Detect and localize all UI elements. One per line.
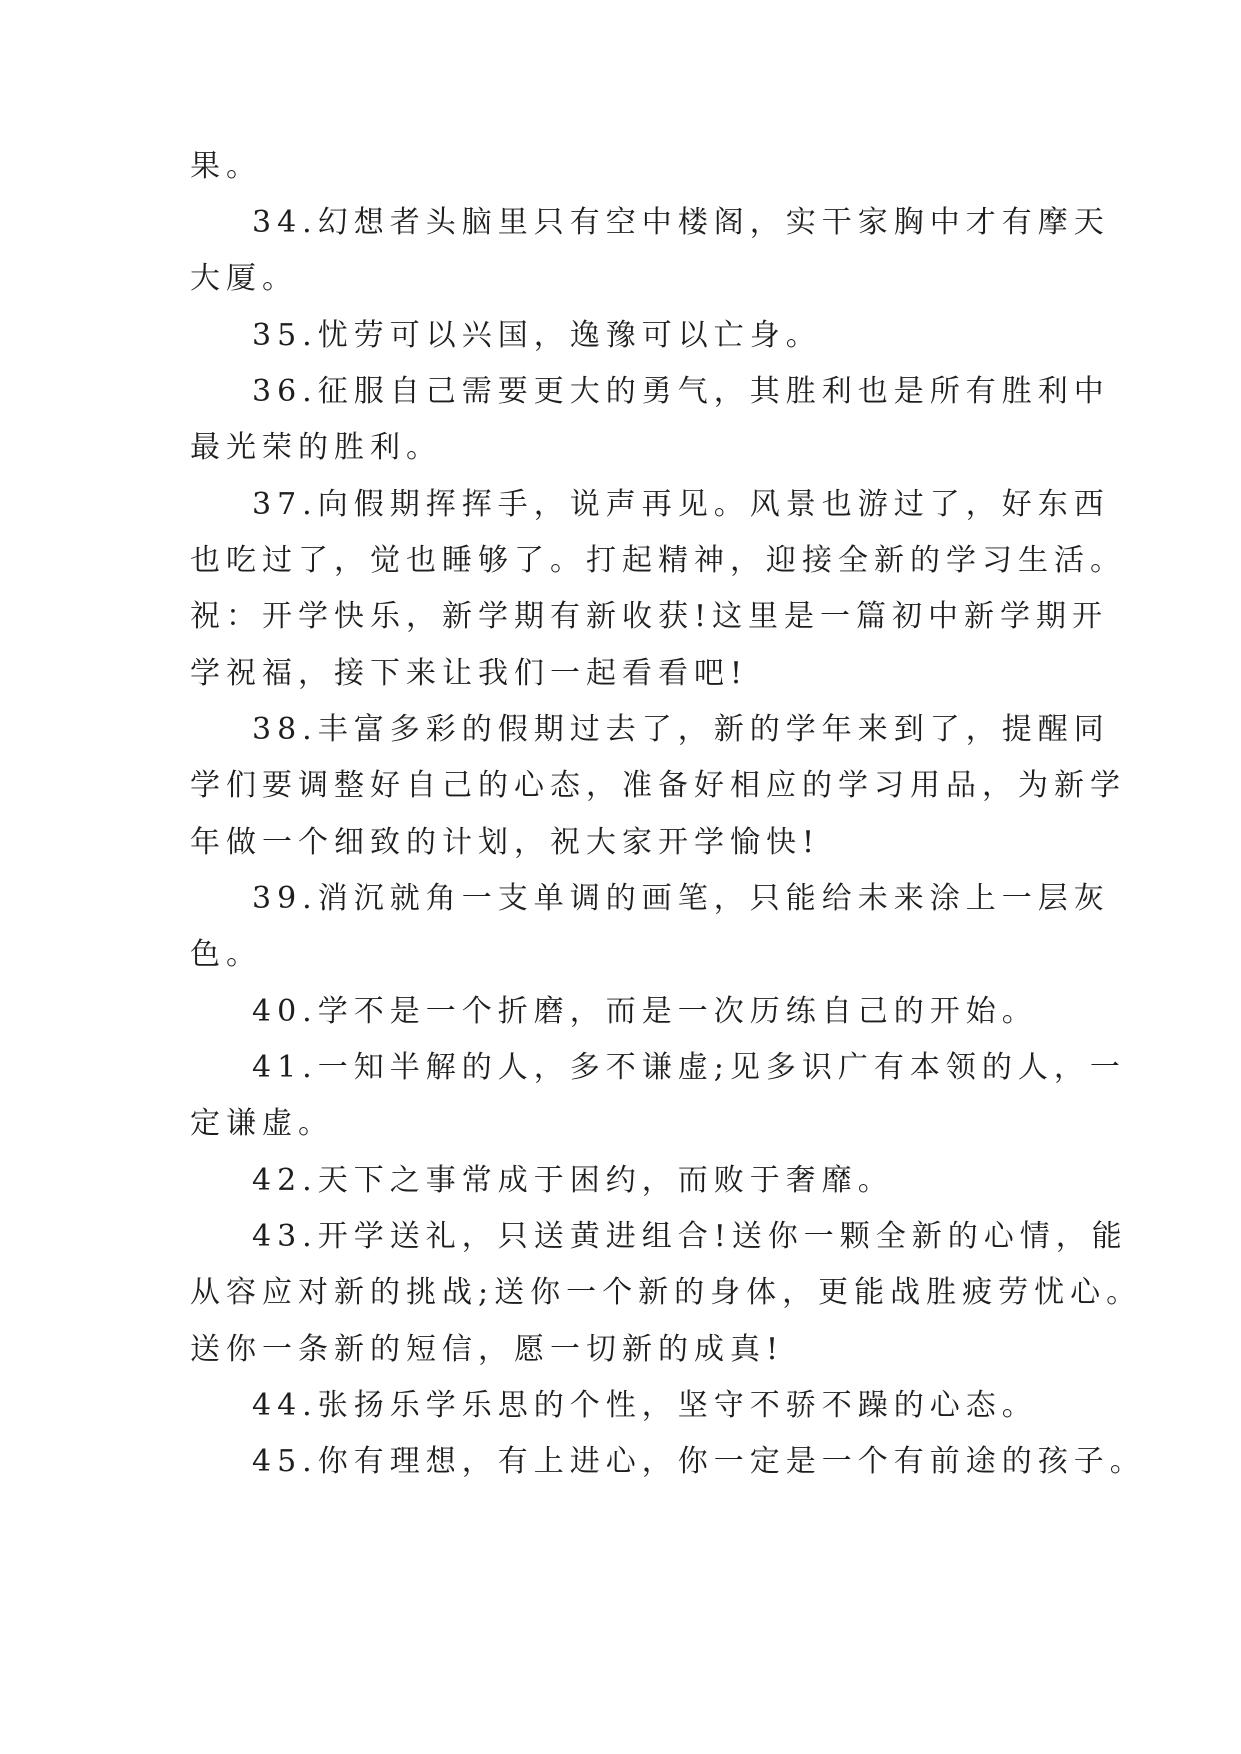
text-line: 果。 xyxy=(190,149,262,184)
text-line: 43.开学送礼，只送黄进组合!送你一颗全新的心情，能 xyxy=(252,1219,1128,1254)
text-line: 42.天下之事常成于困约，而败于奢靡。 xyxy=(252,1163,894,1198)
text-line: 色。 xyxy=(190,937,262,972)
text-line: 44.张扬乐学乐思的个性，坚守不骄不躁的心态。 xyxy=(252,1388,1038,1423)
text-line: 送你一条新的短信，愿一切新的成真! xyxy=(190,1332,785,1367)
text-line: 大厦。 xyxy=(190,261,298,296)
text-line: 定谦虚。 xyxy=(190,1106,334,1141)
text-line: 从容应对新的挑战;送你一个新的身体，更能战胜疲劳忧心。 xyxy=(190,1275,1143,1310)
text-line: 41.一知半解的人，多不谦虚;见多识广有本领的人，一 xyxy=(252,1050,1126,1085)
text-line: 也吃过了，觉也睡够了。打起精神，迎接全新的学习生活。 xyxy=(190,543,1126,578)
text-line: 40.学不是一个折磨，而是一次历练自己的开始。 xyxy=(252,994,1038,1029)
text-line: 年做一个细致的计划，祝大家开学愉快! xyxy=(190,825,821,860)
text-line: 38.丰富多彩的假期过去了，新的学年来到了，提醒同 xyxy=(252,712,1110,747)
text-line: 45.你有理想，有上进心，你一定是一个有前途的孩子。 xyxy=(252,1444,1146,1479)
text-line: 37.向假期挥挥手，说声再见。风景也游过了，好东西 xyxy=(252,487,1110,522)
text-line: 学们要调整好自己的心态，准备好相应的学习用品，为新学 xyxy=(190,768,1126,803)
text-line: 39.消沉就角一支单调的画笔，只能给未来涂上一层灰 xyxy=(252,881,1110,916)
text-line: 35.忧劳可以兴国，逸豫可以亡身。 xyxy=(252,318,822,353)
text-line: 34.幻想者头脑里只有空中楼阁，实干家胸中才有摩天 xyxy=(252,205,1110,240)
text-line: 36.征服自己需要更大的勇气，其胜利也是所有胜利中 xyxy=(252,374,1110,409)
text-line: 最光荣的胜利。 xyxy=(190,430,442,465)
text-line: 祝：开学快乐，新学期有新收获!这里是一篇初中新学期开 xyxy=(190,599,1109,634)
text-line: 学祝福，接下来让我们一起看看吧! xyxy=(190,656,749,691)
